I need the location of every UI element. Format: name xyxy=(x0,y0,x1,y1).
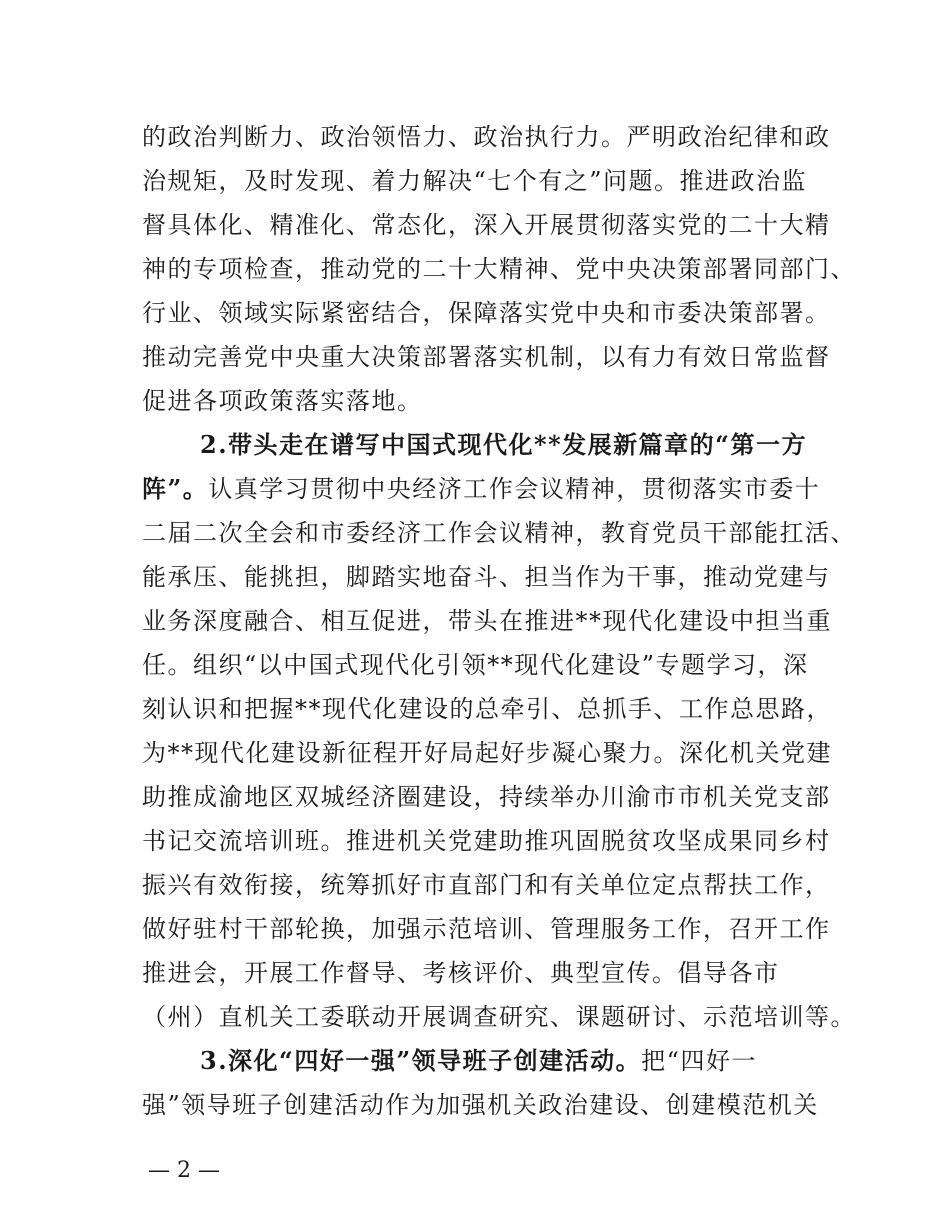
section-heading-2: 2.带头走在谱写中国式现代化**发展新篇章的“第一方 xyxy=(200,430,807,459)
body-line xyxy=(200,1039,840,1083)
body-text: 把“四好一 xyxy=(641,1047,757,1075)
body-line: 刻认识和把握**现代化建设的总牵引、总抓手、工作总思路， xyxy=(142,695,832,723)
body-line: 推动完善党中央重大决策部署落实机制，以有力有效日常监督 xyxy=(142,343,831,371)
body-line: 推进会，开展工作督导、考核评价、典型宣传。倡导各市 xyxy=(142,959,780,987)
body-line: （州）直机关工委联动开展调查研究、课题研讨、示范培训等。 xyxy=(142,1003,856,1031)
body-line: 助推成渝地区双城经济圈建设，持续举办川渝市市机关党支部 xyxy=(142,783,831,811)
body-line: 做好驻村干部轮换，加强示范培训、管理服务工作，召开工作 xyxy=(142,915,831,943)
body-line: 能承压、能挑担，脚踏实地奋斗、担当作为干事，推动党建与 xyxy=(142,563,831,591)
body-line: 二届二次全会和市委经济工作会议精神，教育党员干部能扛活、 xyxy=(142,519,856,547)
body-line: 书记交流培训班。推进机关党建助推巩固脱贫攻坚成果同乡村 xyxy=(142,827,831,855)
body-line: 督具体化、精准化、常态化，深入开展贯彻落实党的二十大精 xyxy=(142,211,831,239)
section-heading-3: 3.深化“四好一强”领导班子创建活动。 xyxy=(200,1046,642,1075)
body-line: 治规矩，及时发现、着力解决“七个有之”问题。推进政治监 xyxy=(142,167,808,195)
page-number: — 2 — xyxy=(148,1158,220,1183)
body-line: 振兴有效衔接，统筹抓好市直部门和有关单位定点帮扶工作， xyxy=(142,871,831,899)
body-line: 强”领导班子创建活动作为加强机关政治建设、创建模范机关 xyxy=(142,1091,819,1119)
body-line: 任。组织“以中国式现代化引领**现代化建设”专题学习，深 xyxy=(142,651,809,679)
body-line: 的政治判断力、政治领悟力、政治执行力。严明政治纪律和政 xyxy=(142,123,831,151)
body-line: 业务深度融合、相互促进，带头在推进**现代化建设中担当重 xyxy=(142,607,832,635)
body-line: 促进各项政策落实落地。 xyxy=(142,387,423,415)
body-line xyxy=(142,467,842,511)
body-line: 行业、领域实际紧密结合，保障落实党中央和市委决策部署。 xyxy=(142,299,831,327)
body-line: 神的专项检查，推动党的二十大精神、党中央决策部署同部门、 xyxy=(142,255,856,283)
body-line: 为**现代化建设新征程开好局起好步凝心聚力。深化机关党建 xyxy=(142,739,832,767)
body-text: 认真学习贯彻中央经济工作会议精神，贯彻落实市委十 xyxy=(208,475,821,503)
section-heading-2-end: 阵”。 xyxy=(142,474,209,503)
